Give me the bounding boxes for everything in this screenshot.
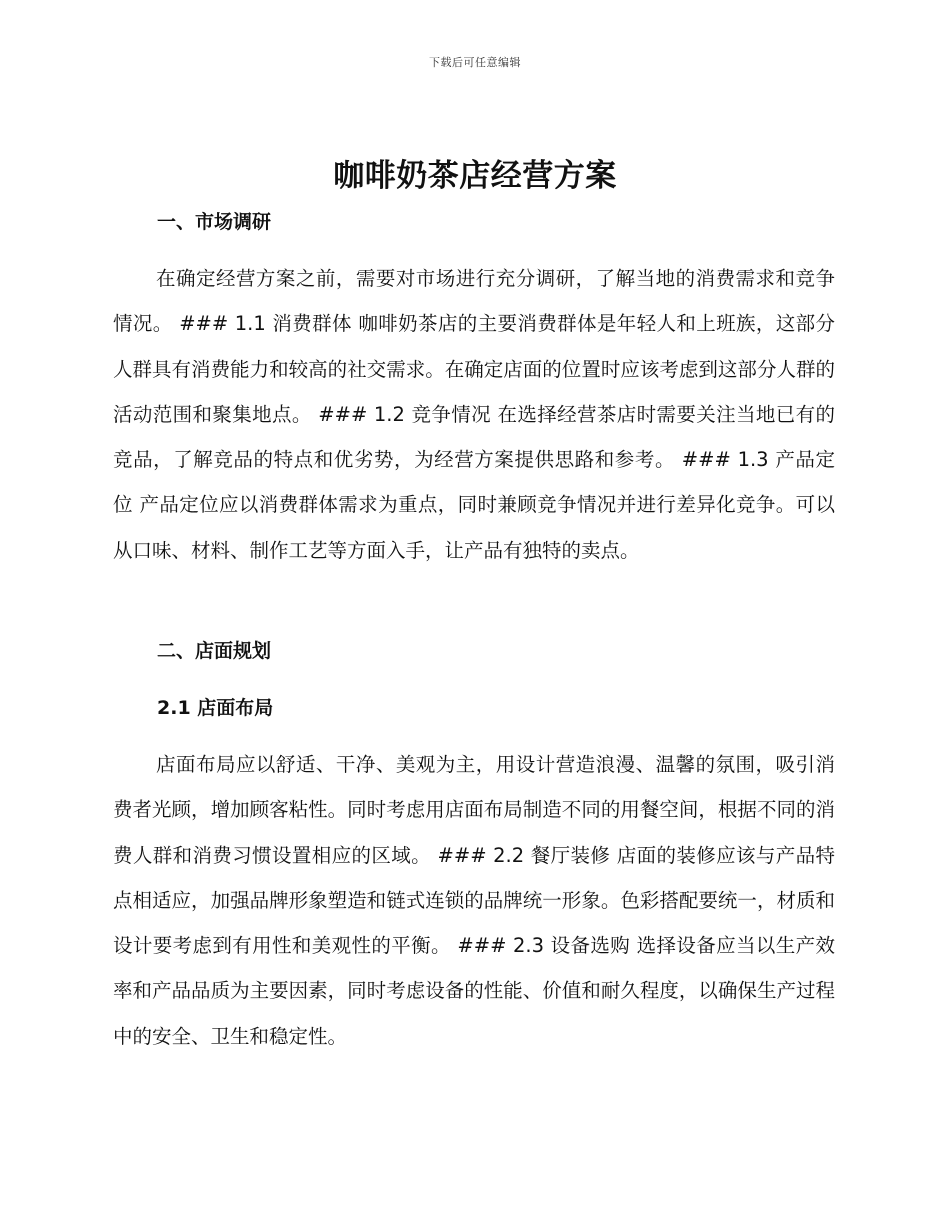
section-heading-store-planning: 二、店面规划: [157, 640, 272, 662]
section-heading-market-research: 一、市场调研: [157, 211, 272, 233]
subheading-store-layout: 2.1 店面布局: [157, 697, 274, 719]
document-title: 咖啡奶茶店经营方案: [333, 158, 617, 194]
paragraph-market-research: 在确定经营方案之前，需要对市场进行充分调研，了解当地的消费需求和竞争情况。 ### 1.1 消费群体 咖啡奶茶店的主要消费群体是年轻人和上班族，这部分人群具有消费能力和较高的社交需求。在确定店面的位置时应该考虑到这部分人群的活动范围和聚集地点。 ### 1.2 竞争情况 在选择经营茶店时需要关注当地已有的竞品，了解竞品的特点和优劣势，为经营方案提供思路和参考。 ### 1.3 产品定位 产品定位应以消费群体需求为重点，同时兼顾竞争情况并进行差异化竞争。可以从口味、材料、制作工艺等方面入手，让产品有独特的卖点。: [113, 267, 835, 562]
header-note: 下载后可任意编辑: [429, 56, 521, 69]
paragraph-store-planning: 店面布局应以舒适、干净、美观为主，用设计营造浪漫、温馨的氛围，吸引消费者光顾，增加顾客粘性。同时考虑用店面布局制造不同的用餐空间，根据不同的消费人群和消费习惯设置相应的区域。 ### 2.2 餐厅装修 店面的装修应该与产品特点相适应，加强品牌形象塑造和链式连锁的品牌统一形象。色彩搭配要统一，材质和设计要考虑到有用性和美观性的平衡。 ### 2.3 设备选购 选择设备应当以生产效率和产品品质为主要因素，同时考虑设备的性能、价值和耐久程度，以确保生产过程中的安全、卫生和稳定性。: [113, 753, 835, 1048]
